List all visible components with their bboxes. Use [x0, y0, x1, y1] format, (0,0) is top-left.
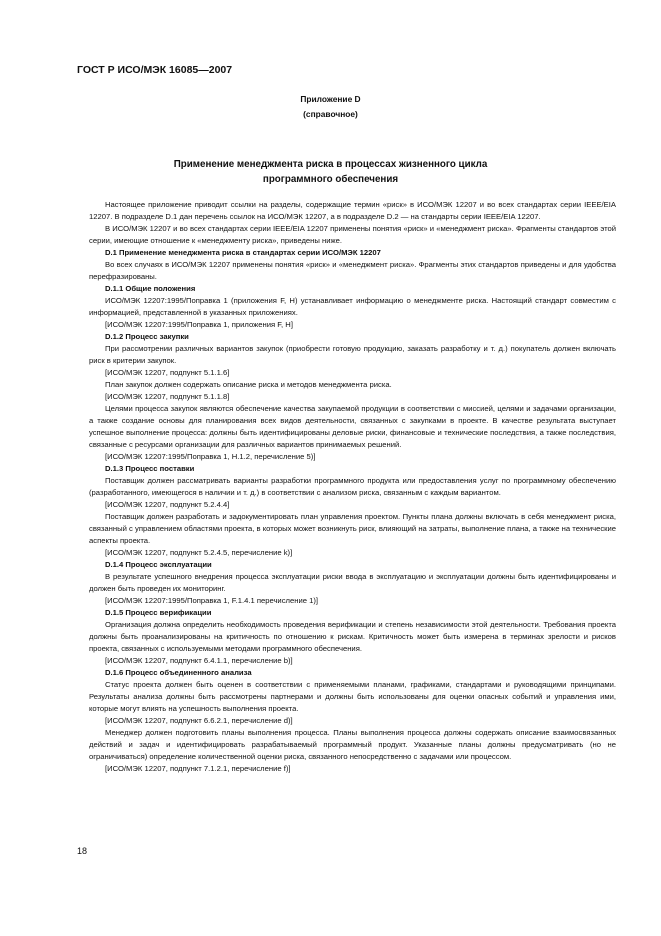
section-heading: D.1 Применение менеджмента риска в стандартах серии ИСО/МЭК 12207 [105, 248, 381, 257]
paragraph: Поставщик должен рассматривать варианты разработки программного продукта или предоставления услуг по программному обеспечению (разработанного, имеющегося в наличии и т. д.) в соответствии с анализом риска, связанным с каждым вариантом. [89, 476, 616, 497]
paragraph: При рассмотрении различных вариантов закупок (приобрести готовую продукцию, заказать разработку и т. д.) покупатель должен включать риск в критерии закупок. [89, 344, 616, 365]
annex-type: (справочное) [303, 109, 358, 119]
paragraph: План закупок должен содержать описание риска и методов менеджмента риска. [105, 380, 392, 389]
reference-citation: [ИСО/МЭК 12207, подпункт 5.1.1.8] [105, 392, 230, 401]
paragraph: Целями процесса закупок являются обеспечение качества закупаемой продукции в соответствии с миссией, целями и задачами организации, а также создание основы для планирования всех видов деятельности, связанных с закупками в проекте. В качестве результата выступает успешное выполнение процесса: должны быть идентифицированы деловые риски, финансовые и технические последствия, а также последствия, связанные с ресурсами организации для различных вариантов принимаемых решений. [89, 404, 616, 449]
document-body [89, 199, 616, 775]
document-code: ГОСТ Р ИСО/МЭК 16085—2007 [77, 64, 233, 76]
reference-citation: [ИСО/МЭК 12207:1995/Поправка 1, приложения F, H] [105, 320, 293, 329]
annex-label: Приложение D [300, 94, 361, 104]
section-heading: D.1.1 Общие положения [105, 284, 196, 293]
paragraph: Во всех случаях в ИСО/МЭК 12207 применены понятия «риск» и «менеджмент риска». Фрагменты этих стандартов приведены и для удобства перефразированы. [89, 260, 616, 281]
section-heading: D.1.6 Процесс объединенного анализа [105, 668, 252, 677]
reference-citation: [ИСО/МЭК 12207, подпункт 5.2.4.5, перечисление k)] [105, 548, 293, 557]
reference-citation: [ИСО/МЭК 12207:1995/Поправка 1, F.1.4.1 перечисление 1)] [105, 596, 319, 605]
paragraph: В результате успешного внедрения процесса эксплуатации риски ввода в эксплуатацию и эксплуатации должны быть идентифицированы и должен быть проведен их мониторинг. [89, 572, 616, 593]
reference-citation: [ИСО/МЭК 12207:1995/Поправка 1, H.1.2, перечисление 5)] [105, 452, 316, 461]
section-heading: D.1.5 Процесс верификации [105, 608, 212, 617]
reference-citation: [ИСО/МЭК 12207, подпункт 5.2.4.4] [105, 500, 230, 509]
section-heading: D.1.3 Процесс поставки [105, 464, 195, 473]
paragraph: Организация должна определить необходимость проведения верификации и степень независимости этой деятельности. Требования проекта должны быть проанализированы на критичность по отношению к рискам. Критичность может быть измерена в терминах зрелости и рисков проекта, связанных с используемыми методами программного обеспечения. [89, 620, 616, 653]
paragraph: Поставщик должен разработать и задокументировать план управления проектом. Пункты плана должны включать в себя менеджмент риска, связанный с управлением областями проекта, в которых может возникнуть риск, влияющий на затраты, выполнение плана, а также на технические аспекты проекта. [89, 512, 616, 545]
page-number: 18 [77, 846, 88, 856]
paragraph: Настоящее приложение приводит ссылки на разделы, содержащие термин «риск» в ИСО/МЭК 12207 и во всех стандартах серии IEEE/EIA 12207. В подразделе D.1 дан перечень ссылок на ИСО/МЭК 12207, а в подразделе D.2 — на стандарты серии IEEE/EIA 12207. [89, 200, 616, 221]
reference-citation: [ИСО/МЭК 12207, подпункт 6.4.1.1, перечисление b)] [105, 656, 293, 665]
reference-citation: [ИСО/МЭК 12207, подпункт 6.6.2.1, перечисление d)] [105, 716, 293, 725]
section-heading: D.1.4 Процесс эксплуатации [105, 560, 212, 569]
paragraph: В ИСО/МЭК 12207 и во всех стандартах серии IEEE/EIA 12207 применены понятия «риск» и «менеджмент риска». Фрагменты стандартов этой серии, имеющие отношение к «менеджменту риска», приведены ниже. [89, 224, 616, 245]
reference-citation: [ИСО/МЭК 12207, подпункт 5.1.1.6] [105, 368, 230, 377]
annex-heading-line-1: Применение менеджмента риска в процессах жизненного цикла [173, 159, 488, 170]
paragraph: ИСО/МЭК 12207:1995/Поправка 1 (приложения F, H) устанавливает информацию о менеджменте риска. Настоящий стандарт совместим с информацией, представленной в указанных приложениях. [89, 296, 616, 317]
reference-citation: [ИСО/МЭК 12207, подпункт 7.1.2.1, перечисление f)] [105, 764, 291, 773]
annex-heading-line-2: программного обеспечения [262, 174, 399, 185]
paragraph: Менеджер должен подготовить планы выполнения процесса. Планы выполнения процесса должны содержать описание взаимосвязанных действий и задач и идентифицировать разрабатываемый программный продукт. Указанные планы должны предусматривать (но не ограничиваться) определение количественной оценки риска, связанного непосредственно с задачами или процессом. [89, 728, 616, 761]
section-heading: D.1.2 Процесс закупки [105, 332, 189, 341]
paragraph: Статус проекта должен быть оценен в соответствии с применяемыми планами, графиками, стандартами и руководящими принципами. Результаты анализа должны быть рассмотрены партнерами и должны быть использованы для оценки опасных событий и управления ими, которые могут влиять на успешность выполнения проекта. [89, 680, 616, 713]
